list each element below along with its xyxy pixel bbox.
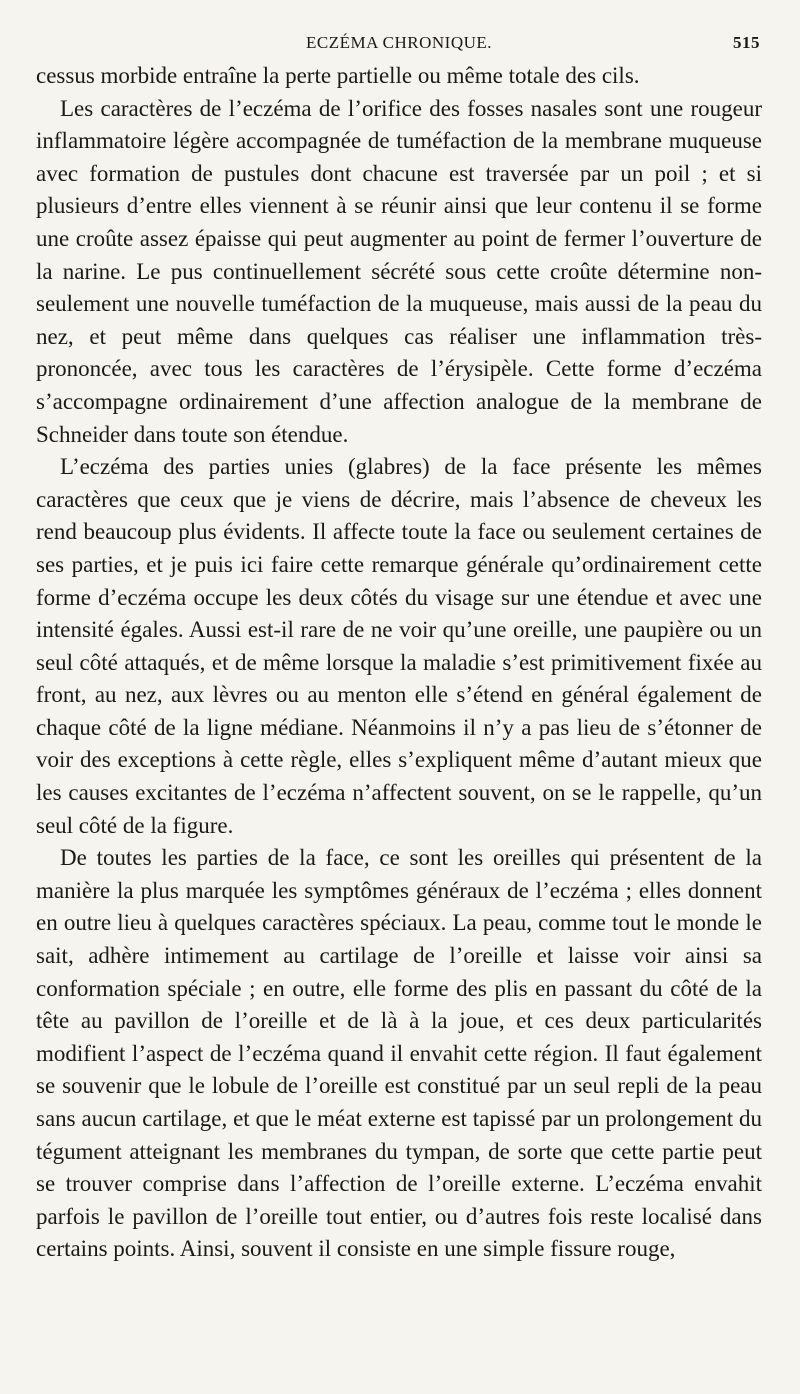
paragraph-nasal-eczema: Les caractères de l’eczéma de l’orifice des fosses nasales sont une rougeur inflammatoire légère accompagnée de tuméfaction de la membrane muqueuse avec formation de pustules dont chacune est traversée par un poil ; et si plusieurs d’entre elles viennent à se réunir ainsi que leur contenu il se forme une croûte assez épaisse qui peut augmenter au point de fermer l’ouverture de la narine. Le pus continuellement sécrété sous cette croûte détermine non-seulement une nouvelle tuméfaction de la muqueuse, mais aussi de la peau du nez, et peut même dans quelques cas réaliser une inflammation très-prononcée, avec tous les caractères de l’érysipèle. Cette forme d’eczéma s’accompagne ordinairement d’une affection analogue de la membrane de Schneider dans toute son étendue. (36, 95, 762, 447)
paragraph-ear-eczema: De toutes les parties de la face, ce sont les oreilles qui présentent de la manière la plus marquée les symptômes généraux de l’eczéma ; elles donnent en outre lieu à quelques caractères spéciaux. La peau, comme tout le monde le sait, adhère intimement au cartilage de l’oreille et laisse voir ainsi sa conformation spéciale ; en outre, elle forme des plis en passant du côté de la tête au pavillon de l’oreille et de là à la joue, et ces deux particularités modifient l’aspect de l’eczéma quand il envahit cette région. Il faut également se souvenir que le lobule de l’oreille est constitué par un seul repli de la peau sans aucun cartilage, et que le méat externe est tapissé par un prolongement du tégument atteignant les membranes du tympan, de sorte que cette partie peut se trouver comprise dans l’affection de l’oreille externe. L’eczéma envahit parfois le pavillon de l’oreille tout entier, ou d’autres fois reste localisé dans certains points. Ainsi, souvent il consiste en une simple fissure rouge, (36, 845, 762, 1262)
paragraph-face-eczema: L’eczéma des parties unies (glabres) de la face présente les mêmes caractères que ceux que je viens de décrire, mais l’absence de cheveux les rend beaucoup plus évidents. Il affecte toute la face ou seulement certaines de ses parties, et je puis ici faire cette remarque générale qu’ordinairement cette forme d’eczéma occupe les deux côtés du visage sur une étendue et avec une intensité égales. Aussi est-il rare de ne voir qu’une oreille, une paupière ou un seul côté attaqués, et de même lorsque la maladie s’est primitivement fixée au front, au nez, aux lèvres ou au menton elle s’étend en général également de chaque côté de la ligne médiane. Néanmoins il n’y a pas lieu de s’étonner de voir des exceptions à cette règle, elles s’expliquent même d’autant mieux que les causes excitantes de l’eczéma n’affectent souvent, on se le rappelle, qu’un seul côté de la figure. (36, 454, 762, 838)
paragraph-continuation: cessus morbide entraîne la perte partielle ou même totale des cils. (36, 63, 640, 88)
body-text (36, 60, 762, 1266)
page-number: 515 (733, 33, 760, 52)
page-header (36, 0, 762, 60)
running-title: ECZÉMA CHRONIQUE. (305, 33, 493, 52)
